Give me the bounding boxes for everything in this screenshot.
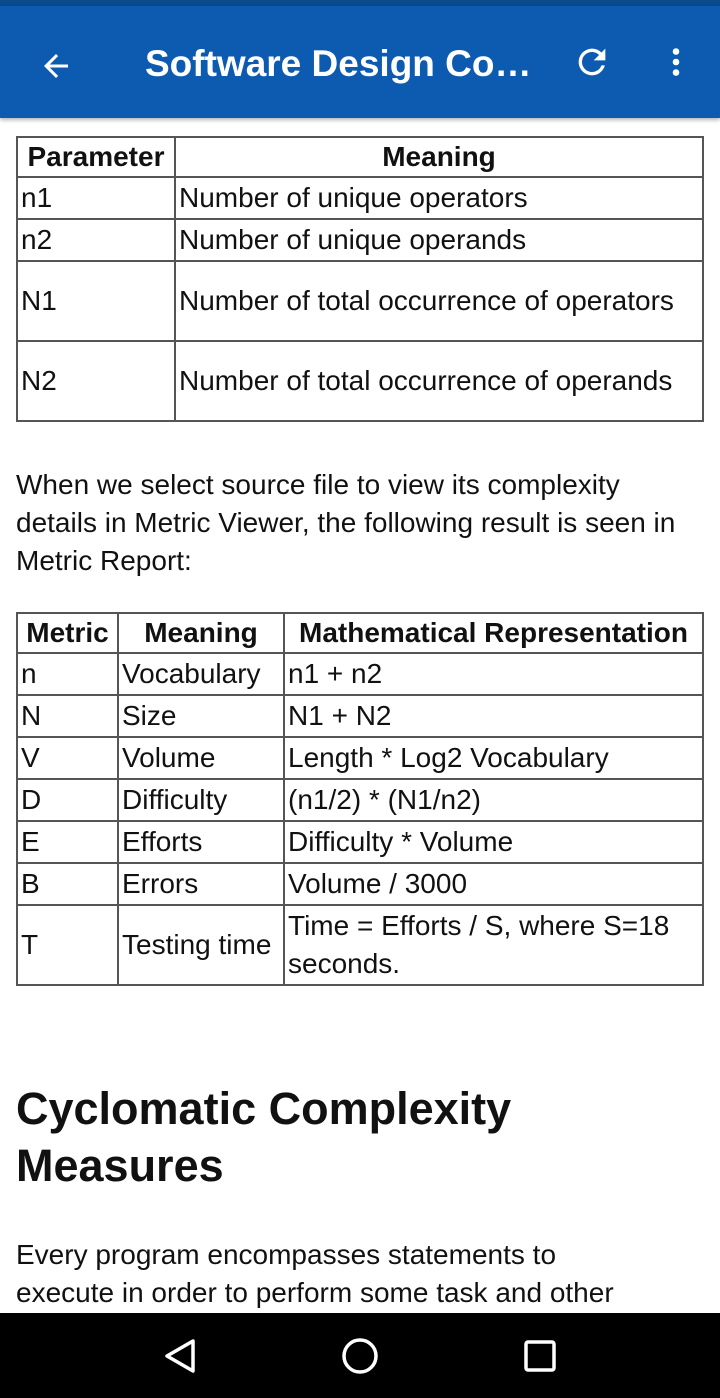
metrics-table [16, 612, 704, 986]
more-vert-icon [658, 44, 694, 80]
table-cell: V [17, 737, 118, 779]
refresh-button[interactable] [564, 34, 620, 90]
page-title: Software Design Co… [145, 43, 532, 84]
table-cell: n [17, 653, 118, 695]
table-cell: E [17, 821, 118, 863]
more-options-button[interactable] [648, 34, 704, 90]
table-cell: Number of unique operators [175, 177, 703, 219]
table-cell: Number of total occurrence of operators [175, 261, 703, 341]
table-cell: N2 [17, 341, 175, 421]
nav-recents-button[interactable] [515, 1331, 565, 1381]
table-header-cell: Meaning [175, 137, 703, 177]
app-bar [0, 6, 720, 118]
table-cell: Length * Log2 Vocabulary [284, 737, 703, 779]
table-cell: Efforts [118, 821, 284, 863]
table-cell: Vocabulary [118, 653, 284, 695]
table-cell: N [17, 695, 118, 737]
section-heading: Cyclomatic Complexity Measures [16, 1083, 512, 1191]
table-cell: Volume / 3000 [284, 863, 703, 905]
article-content[interactable] [0, 118, 720, 1313]
table-cell: (n1/2) * (N1/n2) [284, 779, 703, 821]
table-cell: D [17, 779, 118, 821]
table-row [17, 261, 703, 341]
table-cell: N1 [17, 261, 175, 341]
table-header-cell: Meaning [118, 613, 284, 653]
nav-home-button[interactable] [335, 1331, 385, 1381]
body-paragraph [16, 1236, 706, 1312]
system-navigation-bar [0, 1313, 720, 1398]
table-row [17, 779, 703, 821]
table-header-cell: Metric [17, 613, 118, 653]
paragraph-line: execute in order to perform some task and other [16, 1277, 614, 1308]
table-row [17, 695, 703, 737]
back-button[interactable] [28, 38, 84, 94]
paragraph-line: Every program encompasses statements to [16, 1239, 557, 1270]
parameters-table [16, 136, 704, 422]
table-cell: Number of unique operands [175, 219, 703, 261]
table-row [17, 177, 703, 219]
body-paragraph: When we select source file to view its complexity details in Metric Viewer, the following result is seen in Metric Report: [16, 469, 676, 576]
table-cell: Number of total occurrence of operands [175, 341, 703, 421]
table-cell: B [17, 863, 118, 905]
nav-back-button[interactable] [155, 1331, 205, 1381]
table-row [17, 905, 703, 985]
table-cell: Errors [118, 863, 284, 905]
table-cell: T [17, 905, 118, 985]
table-row [17, 653, 703, 695]
table-cell: n2 [17, 219, 175, 261]
table-row [17, 821, 703, 863]
nav-home-icon [339, 1335, 381, 1377]
table-cell: Size [118, 695, 284, 737]
table-cell: n1 [17, 177, 175, 219]
table-row [17, 341, 703, 421]
table-header-row [17, 137, 703, 177]
table-cell: Volume [118, 737, 284, 779]
arrow-left-icon [38, 48, 74, 84]
table-header-row [17, 613, 703, 653]
table-row [17, 737, 703, 779]
table-cell: Difficulty [118, 779, 284, 821]
refresh-icon [572, 42, 612, 82]
table-header-cell: Mathematical Representation [284, 613, 703, 653]
table-cell: N1 + N2 [284, 695, 703, 737]
nav-recents-icon [522, 1338, 558, 1374]
table-row [17, 219, 703, 261]
table-header-cell: Parameter [17, 137, 175, 177]
table-cell: Testing time [118, 905, 284, 985]
table-cell: Difficulty * Volume [284, 821, 703, 863]
table-cell: n1 + n2 [284, 653, 703, 695]
table-row [17, 863, 703, 905]
table-cell: Time = Efforts / S, where S=18 seconds. [284, 905, 703, 985]
nav-back-icon [160, 1336, 200, 1376]
